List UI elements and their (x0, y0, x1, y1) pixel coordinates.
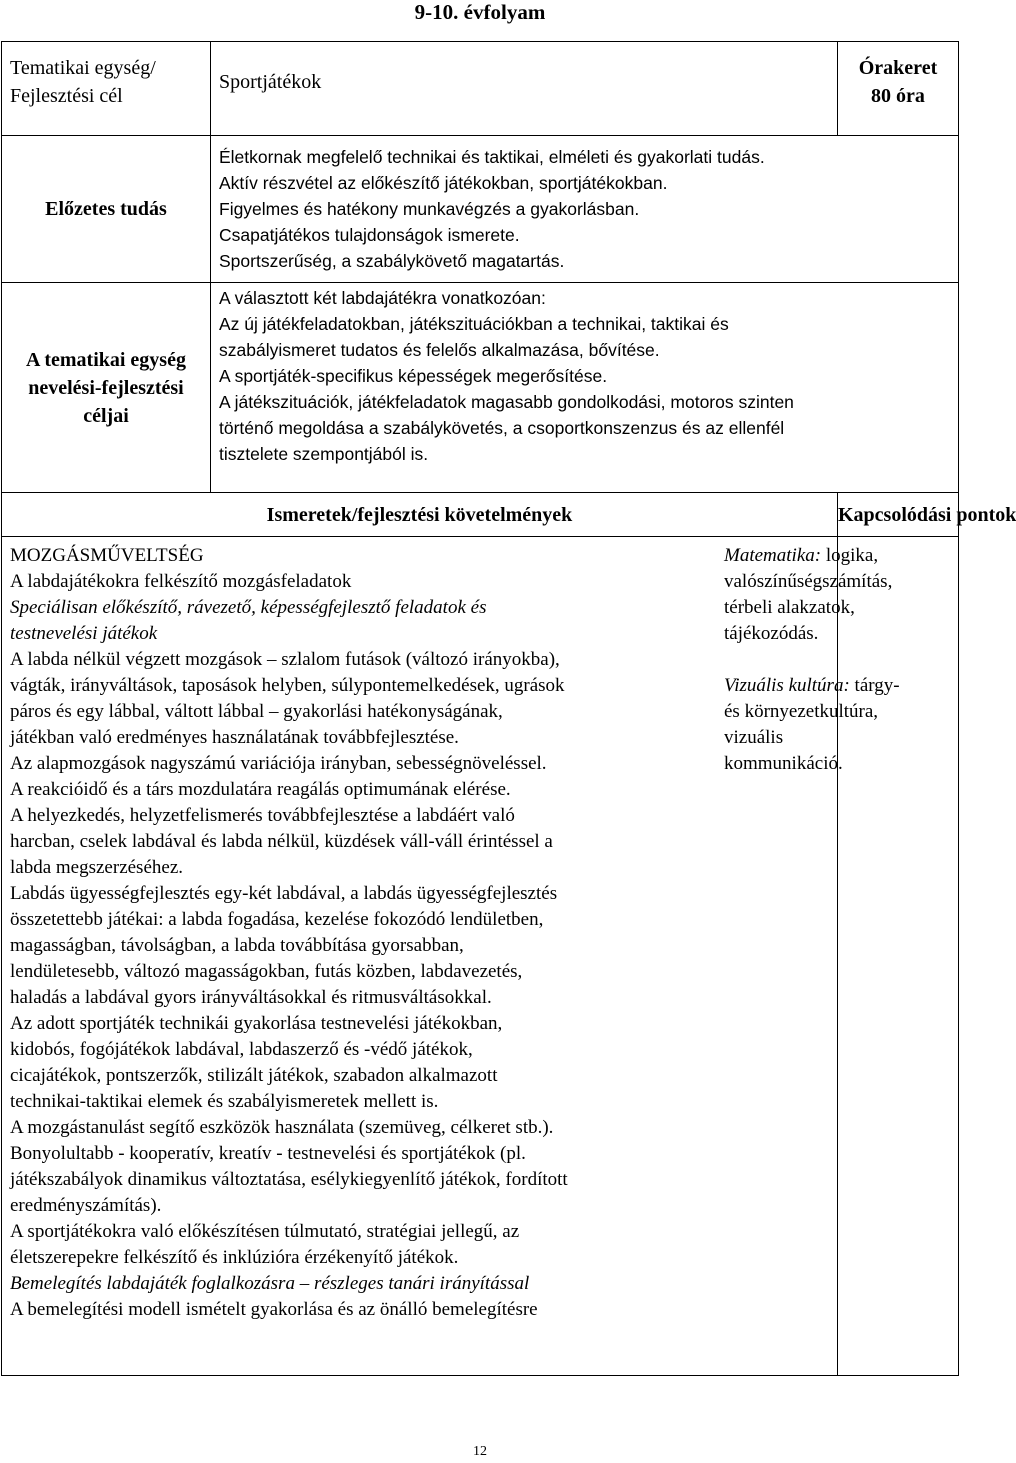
math-subject: Matematika: (724, 545, 822, 566)
goals-content (211, 283, 959, 493)
requirement-line: játékszabályok dinamikus változtatása, esélykiegyenlítő játékok, fordított (10, 1169, 568, 1190)
goals-line: A sportjáték-specifikus képességek megerősítése. (219, 366, 608, 386)
hours-value: 80 óra (871, 85, 925, 107)
requirement-line: vágták, irányváltások, taposások helyben, súlypontemelkedések, ugrások (10, 675, 565, 696)
connections-block (724, 543, 954, 777)
requirement-line: A labdajátékokra felkészítő mozgásfeladatok (10, 571, 352, 592)
requirement-line: lendületesebb, változó magasságokban, futás közben, labdavezetés, (10, 961, 523, 982)
goals-row (2, 283, 959, 493)
math-connection-line (724, 543, 954, 569)
math-topic: térbeli alakzatok, (724, 597, 855, 618)
requirement-line: játékban való eredményes használatának továbbfejlesztése. (10, 727, 459, 748)
visual-topic: tárgy- (849, 675, 900, 696)
requirement-line: Labdás ügyességfejlesztés egy-két labdával, a labdás ügyességfejlesztés (10, 883, 558, 904)
requirement-line: Bonyolultabb - kooperatív, kreatív - testnevelési és sportjátékok (pl. (10, 1143, 526, 1164)
math-topic: valószínűségszámítás, (724, 571, 893, 592)
requirement-line: életszerepekre felkészítő és inklúzióra érzékenyítő játékok. (10, 1247, 459, 1268)
goals-line: tisztelete szempontjából is. (219, 444, 429, 464)
requirement-line: Az alapmozgások nagyszámú variációja irányban, sebességnöveléssel. (10, 753, 547, 774)
goals-line: Az új játékfeladatokban, játékszituációkban a technikai, taktikai és (219, 314, 729, 334)
goals-label-line-2: nevelési-fejlesztési (28, 376, 184, 399)
prior-line: Életkornak megfelelő technikai és taktikai, elméleti és gyakorlati tudás. (219, 147, 765, 167)
requirement-line: A mozgástanulást segítő eszközök használata (szemüveg, célkeret stb.). (10, 1117, 554, 1138)
topic-unit-cell (211, 42, 838, 136)
requirements-header: Ismeretek/fejlesztési követelmények (266, 503, 573, 526)
prior-knowledge-label-cell (2, 136, 211, 283)
requirement-line: haladás a labdával gyors irányváltásokkal és ritmusváltásokkal. (10, 987, 492, 1008)
visual-topic: és környezetkultúra, (724, 701, 879, 722)
goals-label-cell (2, 283, 211, 493)
requirement-line: kidobós, fogójátékok labdával, labdaszerző és -védő játékok, (10, 1039, 473, 1060)
requirement-line: Speciálisan előkészítő, rávezető, képességfejlesztő feladatok és (10, 597, 487, 618)
visual-subject: Vizuális kultúra: (724, 675, 850, 696)
requirement-line: A bemelegítési modell ismételt gyakorlása és az önálló bemelegítésre (10, 1299, 538, 1320)
hours-cell (838, 42, 959, 136)
requirement-line: harcban, cselek labdával és labda nélkül, küzdések váll-váll érintéssel a (10, 831, 553, 852)
requirement-line: A labda nélkül végzett mozgások – szlalom futások (változó irányokba), (10, 649, 560, 670)
requirements-header-cell (2, 493, 838, 537)
requirement-line: A sportjátékokra való előkészítésen túlmutató, stratégiai jellegű, az (10, 1221, 520, 1242)
requirement-line: összetettebb játékai: a labda fogadása, kezelése fokozódó lendületben, (10, 909, 544, 930)
prior-line: Aktív részvétel az előkészítő játékokban, sportjátékokban. (219, 173, 668, 193)
page-number: 12 (473, 1444, 487, 1459)
topic-label-line-1: Tematikai egység/ (10, 57, 156, 79)
topic-label-cell (2, 42, 211, 136)
requirement-line: páros és egy lábbal, váltott lábbal – gyakorlási hatékonyságának, (10, 701, 503, 722)
prior-line: Figyelmes és hatékony munkavégzés a gyakorlásban. (219, 199, 640, 219)
visual-topic: vizuális (724, 727, 784, 748)
requirement-line: eredményszámítás). (10, 1195, 162, 1216)
grade-heading: 9-10. évfolyam (414, 0, 546, 24)
topic-row (2, 42, 959, 136)
requirement-line: magasságban, távolságban, a labda továbbítása gyorsabban, (10, 935, 464, 956)
connections-content (724, 537, 959, 1376)
prior-line: Sportszerűség, a szabálykövető magatartás. (219, 251, 565, 271)
requirement-line: labda megszerzéséhez. (10, 857, 184, 878)
visual-topic: kommunikáció. (724, 753, 843, 774)
requirement-line: technikai-taktikai elemek és szabályismeretek mellett is. (10, 1091, 439, 1112)
prior-knowledge-content (211, 136, 959, 283)
curriculum-table (1, 41, 1016, 1376)
goals-label-line-1: A tematikai egység (26, 348, 186, 371)
goals-line: szabályismeret tudatos és felelős alkalmazása, bővítése. (219, 340, 660, 360)
goals-line: A játékszituációk, játékfeladatok magasabb gondolkodási, motoros szinten (219, 392, 794, 412)
requirement-line: A reakcióidő és a társ mozdulatára reagálás optimumának elérése. (10, 779, 511, 800)
topic-label-line-2: Fejlesztési cél (10, 85, 123, 107)
requirement-line: Az adott sportjáték technikái gyakorlása testnevelési játékokban, (10, 1013, 503, 1034)
requirement-line: testnevelési játékok (10, 623, 158, 644)
goals-label-line-3: céljai (83, 404, 129, 427)
requirement-line: A helyezkedés, helyzetfelismerés továbbfejlesztése a labdáért való (10, 805, 515, 826)
goals-line: történő megoldása a szabálykövetés, a csoportkonszenzus és az ellenfél (219, 418, 785, 438)
section-header-row (2, 493, 959, 537)
prior-knowledge-label: Előzetes tudás (45, 198, 167, 220)
requirement-line: MOZGÁSMŰVELTSÉG (10, 545, 204, 566)
requirement-line: Bemelegítés labdajáték foglalkozásra – részleges tanári irányítással (10, 1273, 530, 1294)
prior-line: Csapatjátékos tulajdonságok ismerete. (219, 225, 520, 245)
connections-header-cell (838, 493, 1016, 537)
prior-knowledge-row (2, 136, 959, 283)
visual-connection-line (724, 673, 954, 699)
unit-title: Sportjátékok (219, 71, 322, 93)
goals-line: A választott két labdajátékra vonatkozóan: (219, 288, 546, 308)
requirements-content (2, 537, 838, 1376)
connections-header: Kapcsolódási pontok (838, 503, 1016, 526)
math-topic: logika, (821, 545, 879, 566)
hours-label: Órakeret (858, 57, 938, 79)
requirement-line: cicajátékok, pontszerzők, stilizált játékok, szabadon alkalmazott (10, 1065, 498, 1086)
math-topic: tájékozódás. (724, 623, 819, 644)
content-row (2, 537, 959, 1376)
